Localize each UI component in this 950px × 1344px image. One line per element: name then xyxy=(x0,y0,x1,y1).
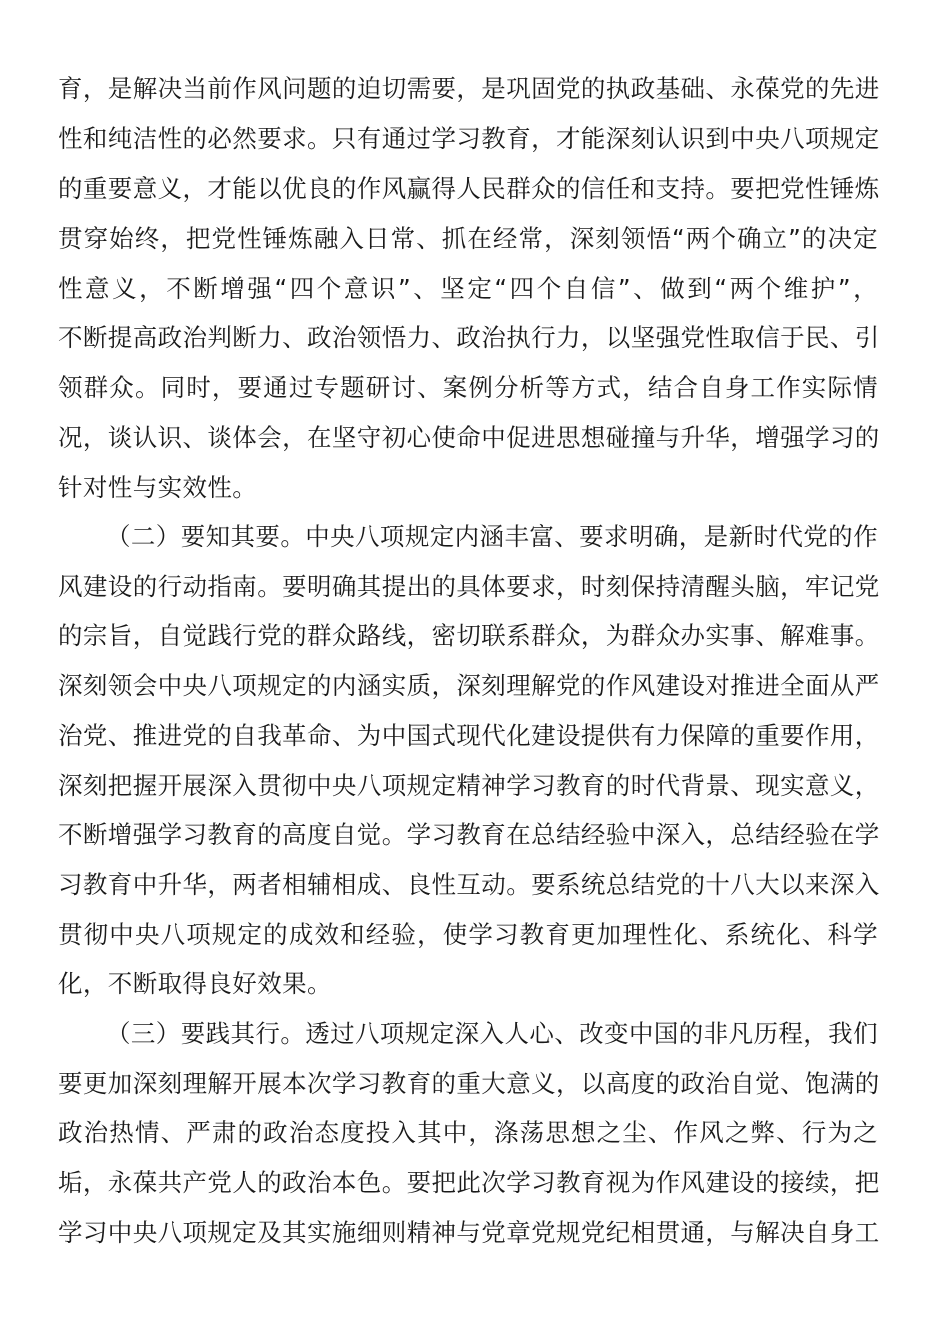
text-line: 的宗旨，自觉践行党的群众路线，密切联系群众，为群众办实事、解难事。 xyxy=(58,621,880,650)
text-line: 性和纯洁性的必然要求。只有通过学习教育，才能深刻认识到中央八项规定 xyxy=(58,124,880,153)
text-line: 领群众。同时，要通过专题研讨、案例分析等方式，结合自身工作实际情 xyxy=(58,373,878,402)
text-line: 政治热情、严肃的政治态度投入其中，涤荡思想之尘、作风之弊、行为之 xyxy=(58,1118,878,1147)
text-line: 贯穿始终，把党性锤炼融入日常、抓在经常，深刻领悟“两个确立”的决定 xyxy=(58,224,878,253)
text-line: 的重要意义，才能以优良的作风赢得人民群众的信任和支持。要把党性锤炼 xyxy=(58,174,880,203)
paragraph-heading-line: （二）要知其要。中央八项规定内涵丰富、要求明确，是新时代党的作 xyxy=(106,522,878,551)
text-line: 习教育中升华，两者相辅相成、良性互动。要系统总结党的十八大以来深入 xyxy=(58,870,880,899)
text-line: 化，不断取得良好效果。 xyxy=(58,969,332,998)
text-line: 贯彻中央八项规定的成效和经验，使学习教育更加理性化、系统化、科学 xyxy=(58,920,878,949)
text-line: 深刻领会中央八项规定的内涵实质，深刻理解党的作风建设对推进全面从严 xyxy=(58,671,880,700)
text-line: 深刻把握开展深入贯彻中央八项规定精神学习教育的时代背景、现实意义， xyxy=(58,771,880,800)
text-line: 学习中央八项规定及其实施细则精神与党章党规党纪相贯通，与解决自身工 xyxy=(58,1218,880,1247)
paragraph-heading-line: （三）要践其行。透过八项规定深入人心、改变中国的非凡历程，我们 xyxy=(106,1019,878,1048)
text-line: 治党、推进党的自我革命、为中国式现代化建设提供有力保障的重要作用， xyxy=(58,721,880,750)
text-line: 不断增强学习教育的高度自觉。学习教育在总结经验中深入，总结经验在学 xyxy=(58,820,880,849)
text-line: 垢，永葆共产党人的政治本色。要把此次学习教育视为作风建设的接续，把 xyxy=(58,1168,880,1197)
text-line: 性意义，不断增强“四个意识”、坚定“四个自信”、做到“两个维护”， xyxy=(58,274,878,303)
text-line: 针对性与实效性。 xyxy=(58,473,258,502)
text-line: 要更加深刻理解开展本次学习教育的重大意义，以高度的政治自觉、饱满的 xyxy=(58,1069,880,1098)
text-line: 育，是解决当前作风问题的迫切需要，是巩固党的执政基础、永葆党的先进 xyxy=(58,74,880,103)
text-line: 不断提高政治判断力、政治领悟力、政治执行力，以坚强党性取信于民、引 xyxy=(58,323,880,352)
text-line: 况，谈认识、谈体会，在坚守初心使命中促进思想碰撞与升华，增强学习的 xyxy=(58,423,880,452)
text-line: 风建设的行动指南。要明确其提出的具体要求，时刻保持清醒头脑，牢记党 xyxy=(58,572,880,601)
